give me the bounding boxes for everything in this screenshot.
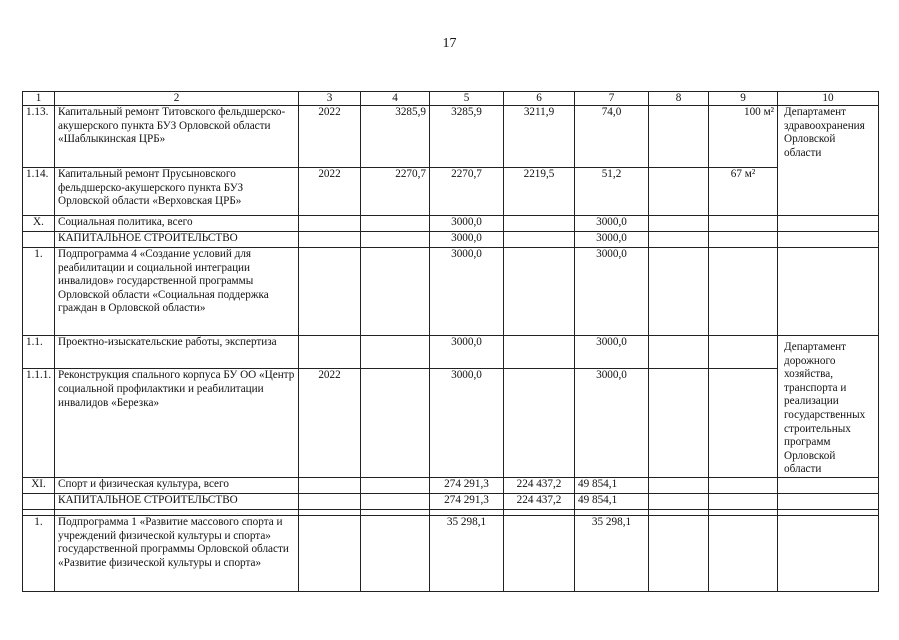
cell-col10 xyxy=(778,515,879,591)
row-number xyxy=(23,493,55,509)
cell-col7: 74,0 xyxy=(575,106,649,168)
table-row xyxy=(23,168,879,216)
cell-col7: 49 854,1 xyxy=(575,477,649,493)
table-row xyxy=(23,369,879,478)
cell-col4 xyxy=(361,336,430,369)
cell-col4: 2270,7 xyxy=(361,168,430,216)
row-year xyxy=(299,216,361,232)
cell-col4 xyxy=(361,515,430,591)
cell-col6 xyxy=(504,336,575,369)
row-number: 1.13. xyxy=(23,106,55,168)
responsible-dept-health: Департамент здравоохранения Орловской области xyxy=(778,106,879,216)
cell-col7: 3000,0 xyxy=(575,336,649,369)
cell-col6: 224 437,2 xyxy=(504,477,575,493)
cell-col5: 3285,9 xyxy=(430,106,504,168)
cell-col5: 3000,0 xyxy=(430,232,504,248)
header-cell: 2 xyxy=(55,92,299,106)
row-name: Подпрограмма 1 «Развитие массового спорта и учреждений физической культуры и спорта» государственной программы Орловской области «Развитие физической культуры и спорта» xyxy=(55,515,299,591)
cell-col10 xyxy=(778,477,879,493)
cell-area xyxy=(709,493,778,509)
row-name: Проектно-изыскательские работы, экспертиза xyxy=(55,336,299,369)
cell-col6: 224 437,2 xyxy=(504,493,575,509)
table-row xyxy=(23,493,879,509)
cell-col8 xyxy=(649,216,709,232)
cell-area xyxy=(709,248,778,336)
cell-col5: 2270,7 xyxy=(430,168,504,216)
cell-col8 xyxy=(649,232,709,248)
cell-col10 xyxy=(778,248,879,336)
cell-col4 xyxy=(361,216,430,232)
cell-col6 xyxy=(504,216,575,232)
cell-col6: 3211,9 xyxy=(504,106,575,168)
table-row xyxy=(23,336,879,369)
cell-col8 xyxy=(649,168,709,216)
cell-area xyxy=(709,477,778,493)
row-name: КАПИТАЛЬНОЕ СТРОИТЕЛЬСТВО xyxy=(55,493,299,509)
cell-col8 xyxy=(649,336,709,369)
row-name: Спорт и физическая культура, всего xyxy=(55,477,299,493)
table-row xyxy=(23,477,879,493)
row-number: XI. xyxy=(23,477,55,493)
cell-col4 xyxy=(361,477,430,493)
row-year xyxy=(299,336,361,369)
cell-col7: 49 854,1 xyxy=(575,493,649,509)
cell-col7: 3000,0 xyxy=(575,216,649,232)
cell-area xyxy=(709,515,778,591)
cell-col4 xyxy=(361,248,430,336)
row-year: 2022 xyxy=(299,369,361,478)
row-name: Реконструкция спального корпуса БУ ОО «Центр социальной профилактики и реабилитации инвалидов «Березка» xyxy=(55,369,299,478)
responsible-dept-roads: Департамент дорожного хозяйства, транспорта и реализации государственных строительных программ Орловской области xyxy=(778,336,879,478)
cell-col5: 3000,0 xyxy=(430,216,504,232)
cell-col8 xyxy=(649,106,709,168)
table-row xyxy=(23,232,879,248)
row-number: 1. xyxy=(23,248,55,336)
cell-col7: 3000,0 xyxy=(575,369,649,478)
cell-col10 xyxy=(778,493,879,509)
cell-col6 xyxy=(504,369,575,478)
cell-col4 xyxy=(361,493,430,509)
cell-col6 xyxy=(504,515,575,591)
header-cell: 7 xyxy=(575,92,649,106)
cell-area xyxy=(709,216,778,232)
cell-area xyxy=(709,336,778,369)
cell-col7: 3000,0 xyxy=(575,232,649,248)
row-name: Социальная политика, всего xyxy=(55,216,299,232)
cell-col5: 35 298,1 xyxy=(430,515,504,591)
row-number: 1.14. xyxy=(23,168,55,216)
cell-col8 xyxy=(649,493,709,509)
cell-col5: 3000,0 xyxy=(430,336,504,369)
row-number: 1.1.1. xyxy=(23,369,55,478)
row-year xyxy=(299,493,361,509)
cell-col6: 2219,5 xyxy=(504,168,575,216)
header-cell: 6 xyxy=(504,92,575,106)
cell-col5: 3000,0 xyxy=(430,248,504,336)
row-name: Подпрограмма 4 «Создание условий для реабилитации и социальной интеграции инвалидов» государственной программы Орловской области «Социальная поддержка граждан в Орловской области» xyxy=(55,248,299,336)
header-cell: 3 xyxy=(299,92,361,106)
row-number xyxy=(23,232,55,248)
cell-col5: 274 291,3 xyxy=(430,477,504,493)
header-cell: 10 xyxy=(778,92,879,106)
cell-col5: 274 291,3 xyxy=(430,493,504,509)
header-cell: 1 xyxy=(23,92,55,106)
cell-col8 xyxy=(649,515,709,591)
row-year xyxy=(299,477,361,493)
table-row xyxy=(23,106,879,168)
cell-area: 100 м² xyxy=(709,106,778,168)
row-name: Капитальный ремонт Титовского фельдшерско-акушерского пункта БУЗ Орловской области «Шаблыкинская ЦРБ» xyxy=(55,106,299,168)
row-number: X. xyxy=(23,216,55,232)
cell-col7: 3000,0 xyxy=(575,248,649,336)
cell-col6 xyxy=(504,248,575,336)
cell-col4: 3285,9 xyxy=(361,106,430,168)
cell-area xyxy=(709,232,778,248)
cell-col7: 35 298,1 xyxy=(575,515,649,591)
row-year xyxy=(299,232,361,248)
cell-area xyxy=(709,369,778,478)
row-year: 2022 xyxy=(299,106,361,168)
cell-col7: 51,2 xyxy=(575,168,649,216)
cell-col10 xyxy=(778,232,879,248)
header-cell: 8 xyxy=(649,92,709,106)
cell-col8 xyxy=(649,369,709,478)
header-cell: 9 xyxy=(709,92,778,106)
row-number: 1.1. xyxy=(23,336,55,369)
cell-col4 xyxy=(361,369,430,478)
row-year xyxy=(299,515,361,591)
header-cell: 5 xyxy=(430,92,504,106)
budget-table xyxy=(22,91,879,592)
row-year xyxy=(299,248,361,336)
cell-area: 67 м² xyxy=(709,168,778,216)
header-cell: 4 xyxy=(361,92,430,106)
row-year: 2022 xyxy=(299,168,361,216)
cell-col8 xyxy=(649,477,709,493)
cell-col5: 3000,0 xyxy=(430,369,504,478)
cell-col10 xyxy=(778,216,879,232)
cell-col4 xyxy=(361,232,430,248)
cell-col8 xyxy=(649,248,709,336)
cell-col6 xyxy=(504,232,575,248)
row-name: КАПИТАЛЬНОЕ СТРОИТЕЛЬСТВО xyxy=(55,232,299,248)
table-row xyxy=(23,248,879,336)
row-name: Капитальный ремонт Прусыновского фельдшерско-акушерского пункта БУЗ Орловской области «Верховская ЦРБ» xyxy=(55,168,299,216)
row-number: 1. xyxy=(23,515,55,591)
table-header-row xyxy=(23,92,879,106)
table-row xyxy=(23,515,879,591)
table-row xyxy=(23,216,879,232)
page-number: 17 xyxy=(442,36,457,51)
